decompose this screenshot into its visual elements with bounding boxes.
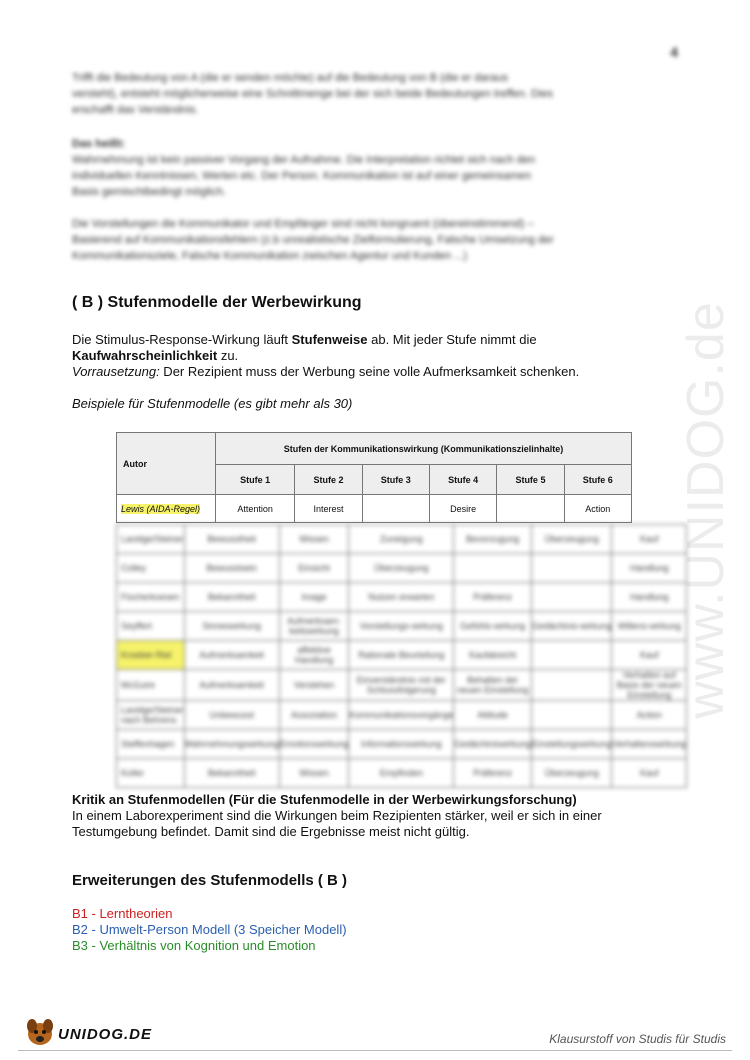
table-row <box>117 525 687 554</box>
stage-header: Stufe 3 <box>362 465 429 495</box>
table-cell: Behalten der neuen Einstellung <box>454 670 532 701</box>
table-cell: Wissen <box>279 525 349 554</box>
watermark-text: www.UNIDOG.de <box>677 301 735 719</box>
text: ab. Mit jeder Stufe nimmt die <box>367 332 537 347</box>
table-cell: Attitude <box>454 701 532 730</box>
table-cell: Überzeugung <box>531 525 612 554</box>
table-cell: Einverständnis mit der Schlussfolgerung <box>349 670 454 701</box>
table-cell <box>531 583 612 612</box>
table-cell: Gedächtnis-wirkung <box>531 612 612 641</box>
table-cell: Einstellungswirkung <box>531 730 612 759</box>
table-cell: Desire <box>429 495 496 523</box>
stage-header: Stufe 1 <box>216 465 295 495</box>
table-cell: Handlung <box>612 554 687 583</box>
table-cell: Rationale Beurteilung <box>349 641 454 670</box>
table-cell: Bekanntheit <box>184 759 279 788</box>
table-row <box>117 641 687 670</box>
footer-tagline: Klausurstoff von Studis für Studis <box>549 1032 726 1046</box>
table-cell: Informationswirkung <box>349 730 454 759</box>
text: Der Rezipient muss der Werbung seine volle Aufmerksamkeit schenken. <box>159 364 580 379</box>
stage-header: Stufe 5 <box>497 465 564 495</box>
table-cell: Attention <box>216 495 295 523</box>
table-cell: Gefühls-wirkung <box>454 612 532 641</box>
text: Die Stimulus-Response-Wirkung läuft <box>72 332 292 347</box>
table-cell: Kauf <box>612 525 687 554</box>
table-cell: Kommunikationsvorgänge <box>349 701 454 730</box>
author-cell: Colley <box>117 554 185 583</box>
author-cell: Kroeber-Riel <box>117 641 185 670</box>
table-cell: Bewusstsein <box>184 554 279 583</box>
table-cell: Zuneigung <box>349 525 454 554</box>
blurred-paragraph-1 <box>72 70 682 118</box>
table-cell: Willens-wirkung <box>612 612 687 641</box>
table-cell <box>531 554 612 583</box>
table-row <box>117 701 687 730</box>
table-row <box>117 495 632 523</box>
table-cell: Interest <box>295 495 362 523</box>
blurred-line: Die Vorstellungen die Kommunikator und Empfänger sind nicht kongruent (übereinstimmend) – <box>72 218 534 230</box>
table-cell: Action <box>564 495 631 523</box>
author-cell: McGuire <box>117 670 185 701</box>
table-cell: Überzeugung <box>349 554 454 583</box>
unidog-logo <box>22 1012 162 1052</box>
logo-text: UNIDOG.DE <box>58 1026 153 1043</box>
italic-text: Vorrausetzung: <box>72 364 160 379</box>
table-cell <box>531 641 612 670</box>
table-cell: Verstehen <box>279 670 349 701</box>
blurred-line: Basis gemischtbedingt möglich. <box>72 186 227 198</box>
table-cell: Handlung <box>612 583 687 612</box>
table-cell: Kauf <box>612 641 687 670</box>
table-cell: Assoziation <box>279 701 349 730</box>
footer-divider <box>18 1050 732 1051</box>
blurred-line: Wahrnehmung ist kein passiver Vorgang der Aufnahme. Die Interpretation richtet sich nach den <box>72 154 536 166</box>
table-cell: Bewusstheit <box>184 525 279 554</box>
list-item: B1 - Lerntheorien <box>72 906 173 921</box>
blurred-line: individuellen Kenntnissen, Werten etc. Der Person. Kommunikation ist auf einer gemeinsamen <box>72 170 531 182</box>
bold-text: Kaufwahrscheinlichkeit <box>72 348 218 363</box>
table-cell: Einsicht <box>279 554 349 583</box>
table-row <box>117 670 687 701</box>
blurred-line: Trifft die Bedeutung von A (die er senden möchte) auf die Bedeutung von B (die er daraus <box>72 72 509 84</box>
author-cell: Lavidge/Steiner nach Behrens <box>117 701 185 730</box>
table-cell: Kaufabsicht <box>454 641 532 670</box>
stufen-table <box>116 432 632 523</box>
table-cell: Wahrnehmungswirkung <box>184 730 279 759</box>
highlighted-author: Lewis (AIDA-Regel) <box>121 503 201 514</box>
table-cell: Image <box>279 583 349 612</box>
stage-header: Stufe 2 <box>295 465 362 495</box>
table-cell: Unbewusst <box>184 701 279 730</box>
author-cell: Koller <box>117 759 185 788</box>
table-cell <box>531 670 612 701</box>
author-cell: Lavidge/Steiner <box>117 525 185 554</box>
stage-header: Stufe 6 <box>564 465 631 495</box>
table-cell <box>454 554 532 583</box>
table-cell: Präferenz <box>454 583 532 612</box>
table-row <box>117 759 687 788</box>
erweiterungen-list <box>72 906 672 954</box>
kritik-line: Testumgebung befindet. Damit sind die Ergebnisse meist nicht gültig. <box>72 824 470 839</box>
table-cell <box>362 495 429 523</box>
table-row <box>117 583 687 612</box>
table-cell: Aufmerksamkeit <box>184 670 279 701</box>
table-cell: Vorstellungs-wirkung <box>349 612 454 641</box>
table-cell: Kauf <box>612 759 687 788</box>
examples-caption: Beispiele für Stufenmodelle (es gibt mehr als 30) <box>72 396 353 411</box>
table-cell: Aufmerksamkeit <box>184 641 279 670</box>
table-cell: Präferenz <box>454 759 532 788</box>
table-cell <box>531 701 612 730</box>
table-cell: Emotionswirkung <box>279 730 349 759</box>
text: zu. <box>217 348 239 363</box>
page-number: 4 <box>670 44 678 60</box>
blurred-subtitle: Das heißt: <box>72 138 126 150</box>
table-cell: Bevorzugung <box>454 525 532 554</box>
list-item: B2 - Umwelt-Person Modell (3 Speicher Modell) <box>72 922 347 937</box>
author-cell <box>117 495 216 523</box>
bold-text: Stufenweise <box>291 332 368 347</box>
blurred-line: Basierend auf Kommunikationsfehlern (z.b unrealistische Zielformulierung, Falsche Umsetzung der <box>72 234 554 246</box>
table-row <box>117 554 687 583</box>
blurred-line: versteht), entsteht möglicherweise eine Schnittmenge bei der sich beide Bedeutungen treffen. Dies <box>72 88 554 100</box>
stage-header: Stufe 4 <box>429 465 496 495</box>
table-cell: Action <box>612 701 687 730</box>
kritik-block <box>72 792 672 840</box>
table-cell: Wissen <box>279 759 349 788</box>
blurred-line: Kommunikationsziele, Falsche Kommunikation zwischen Agentur und Kunden ...) <box>72 250 467 262</box>
list-item: B3 - Verhältnis von Kognition und Emotion <box>72 938 316 953</box>
table-row <box>117 730 687 759</box>
table-cell: Verhaltenswirkung <box>612 730 687 759</box>
blurred-line: erschafft das Verständnis. <box>72 104 199 116</box>
table-cell: Nutzen erwarten <box>349 583 454 612</box>
erweiterungen-heading: Erweiterungen des Stufenmodells ( B ) <box>72 872 348 889</box>
section-b-heading: ( B ) Stufenmodelle der Werbewirkung <box>72 294 362 311</box>
table-cell <box>497 495 564 523</box>
kritik-line: In einem Laborexperiment sind die Wirkungen beim Rezipienten stärker, weil er sich in einer <box>72 808 602 823</box>
author-cell: Seyffert <box>117 612 185 641</box>
table-cell: Bekanntheit <box>184 583 279 612</box>
section-b-body <box>72 332 672 380</box>
kritik-title: Kritik an Stufenmodellen (Für die Stufenmodelle in der Werbewirkungsforschung) <box>72 792 577 807</box>
table-row <box>117 612 687 641</box>
blurred-table-rows <box>116 524 687 788</box>
table-cell: Aufmerksam-keitswirkung <box>279 612 349 641</box>
table-cell: Sinneswirkung <box>184 612 279 641</box>
table-cell: affektive Handlung <box>279 641 349 670</box>
author-cell: Steffenhagen <box>117 730 185 759</box>
blurred-paragraph-2 <box>72 136 682 200</box>
group-header: Stufen der Kommunikationswirkung (Kommunikationszielinhalte) <box>216 433 632 465</box>
table-cell: Überzeugung <box>531 759 612 788</box>
autor-header: Autor <box>117 433 216 495</box>
blurred-paragraph-3 <box>72 216 682 264</box>
table-cell: Empfinden <box>349 759 454 788</box>
table-cell: Gedächtniswirkung <box>454 730 532 759</box>
author-cell: Fischerkoesen <box>117 583 185 612</box>
table-cell: Verhalten auf Basis der neuen Einstellung <box>612 670 687 701</box>
